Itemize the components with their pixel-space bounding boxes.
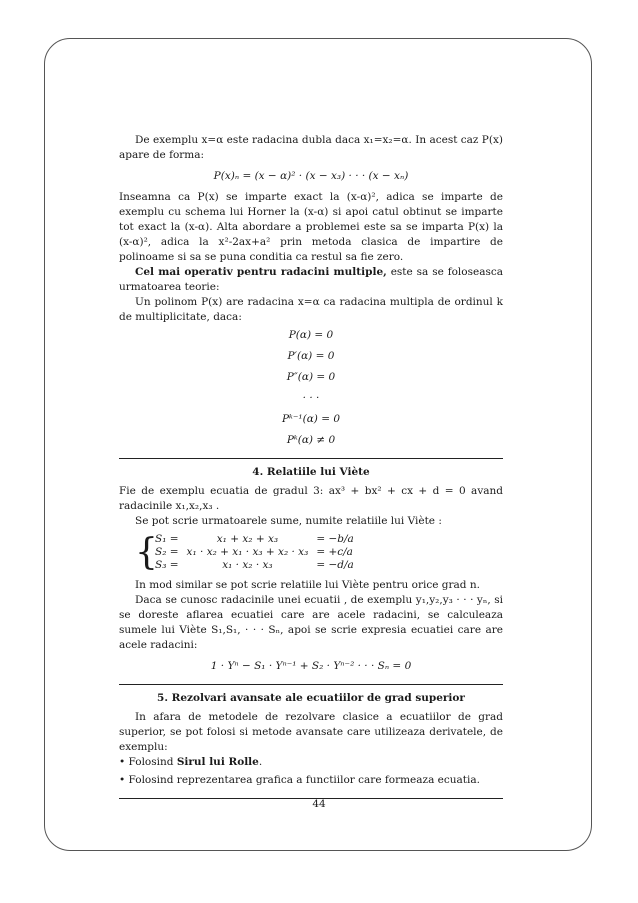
system-row: [151, 533, 358, 546]
bullet-text: • Folosind: [119, 756, 177, 768]
system-lhs: S₃ =: [155, 559, 179, 571]
system-lhs: S₁ =: [155, 533, 179, 545]
system-rhs: = −b/a: [316, 533, 354, 545]
condition: Pᵏ⁻¹(α) = 0: [281, 413, 341, 425]
system-row: [151, 559, 358, 572]
condition: · · ·: [302, 392, 320, 404]
paragraph: Inseamna ca P(x) se imparte exact la (x-α)², adica se imparte de exemplu cu schema lui Horner la (x-α) si apoi catul obtinut se imparte tot exact la (x-α). Alta abordare a problemei este sa se imparta P(x) la (x-α)², adica la x²-2ax+a² prin metoda clasica de impartire de polinoame si sa se puna conditia ca restul sa fie zero.: [119, 191, 503, 263]
paragraph: Fie de exemplu ecuatia de gradul 3: ax³ + bx² + cx + d = 0 avand radacinile x₁,x₂,x₃ .: [119, 485, 503, 512]
section-title: 4. Relatiile lui Viète: [252, 466, 370, 478]
bold-phrase: Cel mai operativ pentru radacini multiple,: [135, 266, 387, 278]
section-divider: [119, 684, 503, 685]
condition: P′(α) = 0: [287, 350, 335, 362]
condition: Pᵏ(α) ≠ 0: [286, 434, 336, 446]
paragraph: Daca se cunosc radacinile unei ecuatii , de exemplu y₁,y₂,y₃ · · · yₙ, si se doreste aflarea ecuatiei care are acele radacini, se calculeaza sumele lui Viète S₁,S₁, · · · Sₙ, apoi se scrie expresia ecuatiei care are acele radacini:: [119, 594, 503, 651]
system-lhs: S₂ =: [155, 546, 179, 558]
document-body: [119, 133, 503, 805]
bullet-item: [119, 755, 503, 770]
condition: P(α) = 0: [288, 329, 334, 341]
section-divider: [119, 458, 503, 459]
paragraph: In afara de metodele de rezolvare clasice a ecuatiilor de grad superior, se pot folosi si metode avansate care utilizeaza derivatele, de exemplu:: [119, 711, 503, 753]
system-rhs: = +c/a: [316, 546, 353, 558]
condition: P″(α) = 0: [286, 371, 336, 383]
equation: 1 · Yⁿ − S₁ · Yⁿ⁻¹ + S₂ · Yⁿ⁻² · · · Sₙ = 0: [210, 660, 412, 672]
viete-system: [135, 532, 503, 573]
system-row: [151, 546, 358, 559]
bullet-text: .: [258, 756, 263, 768]
page-number: 44: [312, 798, 326, 810]
paragraph-text: este sa se foloseasca urmatoarea teorie:: [119, 266, 503, 293]
system-mid: x₁ · x₂ · x₃: [222, 559, 273, 571]
paragraph: In mod similar se pot scrie relatiile lui Viète pentru orice grad n.: [135, 579, 480, 591]
condition-list: [119, 328, 503, 448]
section-title: 5. Rezolvari avansate ale ecuatiilor de grad superior: [157, 692, 465, 704]
system-mid: x₁ + x₂ + x₃: [216, 533, 279, 545]
system-rhs: = −d/a: [316, 559, 354, 571]
paragraph: Se pot scrie urmatoarele sume, numite relatiile lui Viète :: [135, 515, 442, 527]
brace-icon: {: [135, 532, 158, 573]
equation: P(x)ₙ = (x − α)² · (x − x₃) · · · (x − xₙ): [213, 170, 409, 182]
bullet-item: • Folosind reprezentarea grafica a functiilor care formeaza ecuatia.: [119, 774, 480, 786]
system-mid: x₁ · x₂ + x₁ · x₃ + x₂ · x₃: [186, 546, 309, 558]
paragraph: [119, 265, 503, 295]
bold-phrase: Sirul lui Rolle: [176, 756, 259, 768]
paragraph: De exemplu x=α este radacina dubla daca x₁=x₂=α. In acest caz P(x) apare de forma:: [119, 134, 503, 161]
paragraph: Un polinom P(x) are radacina x=α ca radacina multipla de ordinul k de multiplicitate, daca:: [119, 296, 503, 323]
system-table: [151, 533, 358, 572]
